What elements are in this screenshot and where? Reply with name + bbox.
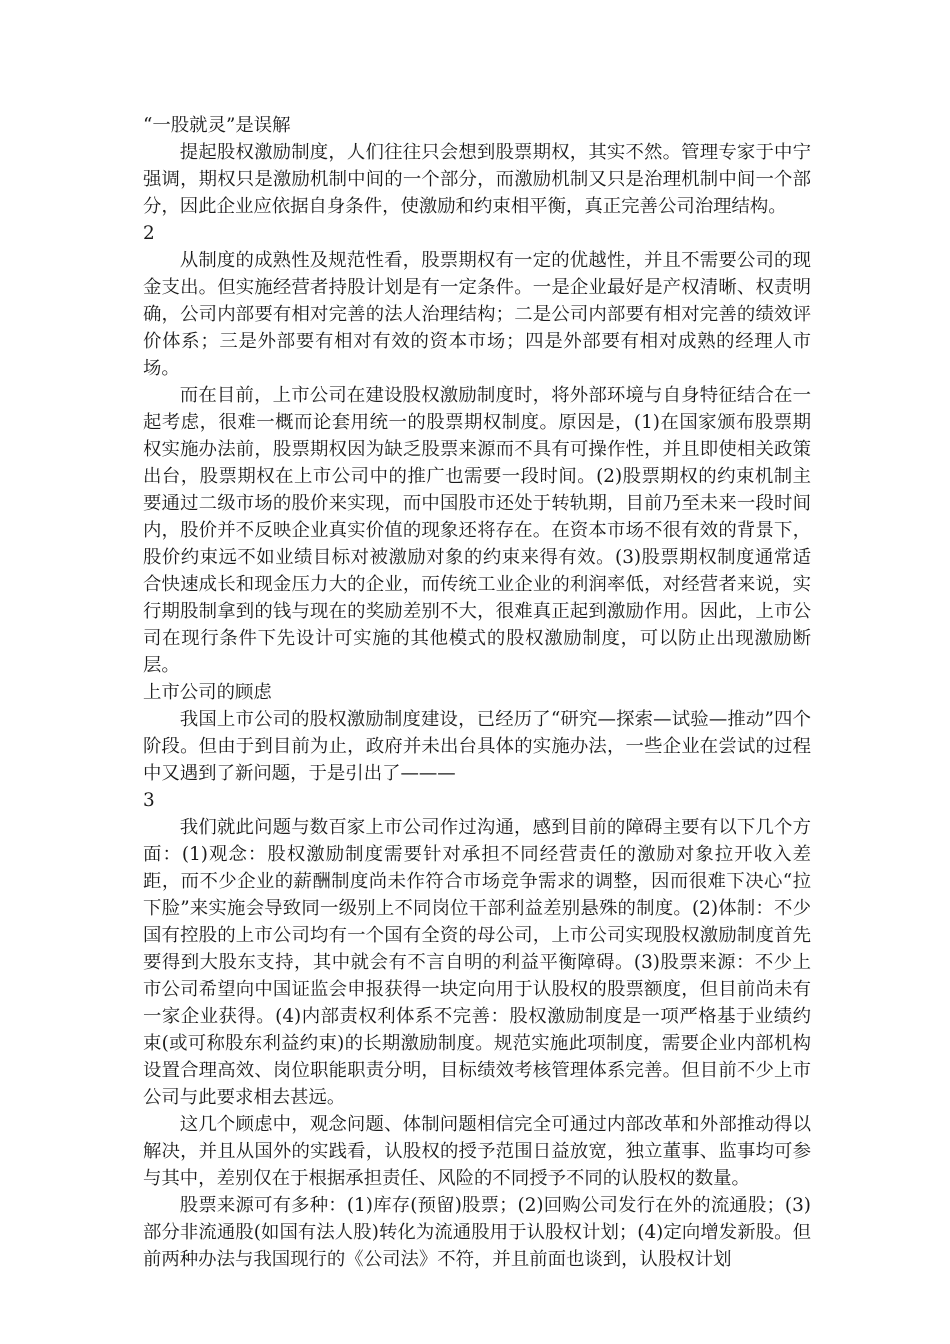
paragraph-intro: 提起股权激励制度，人们往往只会想到股票期权，其实不然。管理专家于中宁强调，期权只是激励机制中间的一个部分，而激励机制又只是治理机制中间一个部分，因此企业应依据自身条件，使激励和约束相平衡，真正完善公司治理结构。 (143, 142, 811, 217)
section-marker-3: 3 (143, 790, 155, 811)
section-heading-concerns: 上市公司的顾虑 (143, 682, 272, 703)
document-body (143, 112, 811, 1273)
paragraph-current-situation: 而在目前，上市公司在建设股权激励制度时，将外部环境与自身特征结合在一起考虑，很难一概而论套用统一的股票期权制度。原因是，(1)在国家颁布股票期权实施办法前，股票期权因为缺乏股票来源而不具有可操作性，并且即使相关政策出台，股票期权在上市公司中的推广也需要一段时间。(2)股票期权的约束机制主要通过二级市场的股价来实现，而中国股市还处于转轨期，目前乃至未来一段时间内，股价并不反映企业真实价值的现象还将存在。在资本市场不很有效的背景下，股价约束远不如业绩目标对被激励对象的约束来得有效。(3)股票期权制度通常适合快速成长和现金压力大的企业，而传统工业企业的利润率低，对经营者来说，实行期股制拿到的钱与现在的奖励差别不大，很难真正起到激励作用。因此，上市公司在现行条件下先设计可实施的其他模式的股权激励制度，可以防止出现激励断层。 (143, 385, 811, 676)
section-heading-misconception: “一股就灵”是误解 (143, 115, 291, 136)
section-marker-2: 2 (143, 223, 155, 244)
paragraph-resolution: 这几个顾虑中，观念问题、体制问题相信完全可通过内部改革和外部推动得以解决，并且从国外的实践看，认股权的授予范围日益放宽，独立董事、监事均可参与其中，差别仅在于根据承担责任、风险的不同授予不同的认股权的数量。 (143, 1114, 811, 1189)
paragraph-stock-sources: 股票来源可有多种：(1)库存(预留)股票；(2)回购公司发行在外的流通股；(3)部分非流通股(如国有法人股)转化为流通股用于认股权计划；(4)定向增发新股。但前两种办法与我国现行的《公司法》不符，并且前面也谈到，认股权计划 (143, 1195, 811, 1270)
paragraph-conditions: 从制度的成熟性及规范性看，股票期权有一定的优越性，并且不需要公司的现金支出。但实施经营者持股计划是有一定条件。一是企业最好是产权清晰、权责明确，公司内部要有相对完善的法人治理结构；二是公司内部要有相对完善的绩效评价体系；三是外部要有相对有效的资本市场；四是外部要有相对成熟的经理人市场。 (143, 250, 811, 379)
paragraph-stages: 我国上市公司的股权激励制度建设，已经历了“研究—探索—试验—推动”四个阶段。但由于到目前为止，政府并未出台具体的实施办法，一些企业在尝试的过程中又遇到了新问题，于是引出了——— (143, 709, 811, 784)
paragraph-obstacles: 我们就此问题与数百家上市公司作过沟通，感到目前的障碍主要有以下几个方面：(1)观念：股权激励制度需要针对承担不同经营责任的激励对象拉开收入差距，而不少企业的薪酬制度尚未作符合市场竞争需求的调整，因而很难下决心“拉下脸”来实施会导致同一级别上不同岗位干部利益差别悬殊的制度。(2)体制：不少国有控股的上市公司均有一个国有全资的母公司，上市公司实现股权激励制度首先要得到大股东支持，其中就会有不言自明的利益平衡障碍。(3)股票来源：不少上市公司希望向中国证监会申报获得一块定向用于认股权的股票额度，但目前尚未有一家企业获得。(4)内部责权利体系不完善：股权激励制度是一项严格基于业绩约束(或可称股东利益约束)的长期激励制度。规范实施此项制度，需要企业内部机构设置合理高效、岗位职能职责分明，目标绩效考核管理体系完善。但目前不少上市公司与此要求相去甚远。 (143, 817, 811, 1108)
